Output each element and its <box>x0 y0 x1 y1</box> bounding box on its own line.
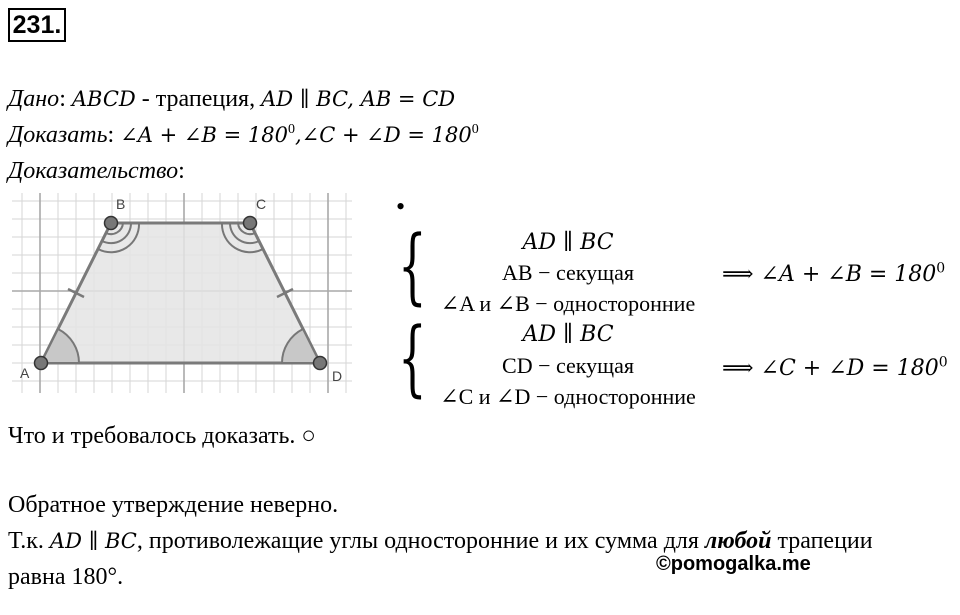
vertex-d <box>314 357 327 370</box>
watermark: ©pomogalka.me <box>656 553 811 575</box>
prove-expr-2: ∠C + ∠D = 180 <box>301 123 472 147</box>
prove-degree-2: 0 <box>471 122 479 137</box>
label-b: B <box>116 196 126 212</box>
problem-number: 231. <box>8 8 66 42</box>
reason-prefix: Т.к. <box>8 528 50 554</box>
system2-row1: AD ∥ BC <box>522 322 614 347</box>
reason-line-2: равна 180°. <box>8 564 124 590</box>
given-colon: : <box>59 86 66 112</box>
qed-line: Что и требовалось доказать. ○ <box>8 423 316 449</box>
system1-result <box>722 262 945 287</box>
system1-result-expr: ⟹ ∠A + ∠B = 180 <box>722 262 937 287</box>
given-expr-2: AD ∥ BC, AB = CD <box>261 87 456 111</box>
given-text: - трапеция, <box>135 86 262 112</box>
given-label: Дано <box>8 86 60 112</box>
proof-label: Доказательство <box>8 158 179 184</box>
prove-degree-1: 0 <box>287 122 295 137</box>
system2-result-degree: 0 <box>938 354 948 371</box>
converse-line: Обратное утверждение неверно. <box>8 492 339 518</box>
prove-colon: : <box>107 122 115 148</box>
label-d: D <box>332 368 343 384</box>
system2-result <box>722 356 948 381</box>
prove-expr-1: ∠A + ∠B = 180 <box>120 123 288 147</box>
system1-row3: ∠A и ∠B − односторонние <box>440 291 696 316</box>
prove-label: Доказать <box>8 122 108 148</box>
system2-row3: ∠C и ∠D − односторонние <box>440 384 696 409</box>
reason-suffix: трапеции <box>771 528 873 554</box>
reason-middle: , противолежащие углы односторонние и их сумма для <box>136 528 705 554</box>
label-c: C <box>256 196 267 212</box>
bullet-marker: • <box>396 192 406 221</box>
given-expr-1: ABCD <box>71 87 136 111</box>
label-a: A <box>20 365 30 381</box>
system1-brace: { <box>398 219 427 314</box>
proof-heading <box>8 158 185 185</box>
prove-comma: , <box>294 123 302 147</box>
reason-expr: AD ∥ BC <box>49 529 137 553</box>
reason-bold: любой <box>704 528 772 554</box>
given-line <box>8 86 455 113</box>
trapezoid-figure <box>12 193 352 393</box>
vertex-c <box>244 217 257 230</box>
system2-row2: CD − секущая <box>502 353 634 378</box>
system1-result-degree: 0 <box>936 260 946 277</box>
vertex-a <box>35 357 48 370</box>
trapezoid-shape <box>41 223 320 363</box>
system1-row2: AB − секущая <box>502 260 634 285</box>
system2-result-expr: ⟹ ∠C + ∠D = 180 <box>722 356 939 381</box>
reason-line <box>8 528 873 555</box>
vertex-b <box>105 217 118 230</box>
system1-row1: AD ∥ BC <box>522 230 614 255</box>
system2-brace: { <box>398 311 427 406</box>
prove-line <box>8 122 479 149</box>
proof-colon: : <box>178 158 185 184</box>
